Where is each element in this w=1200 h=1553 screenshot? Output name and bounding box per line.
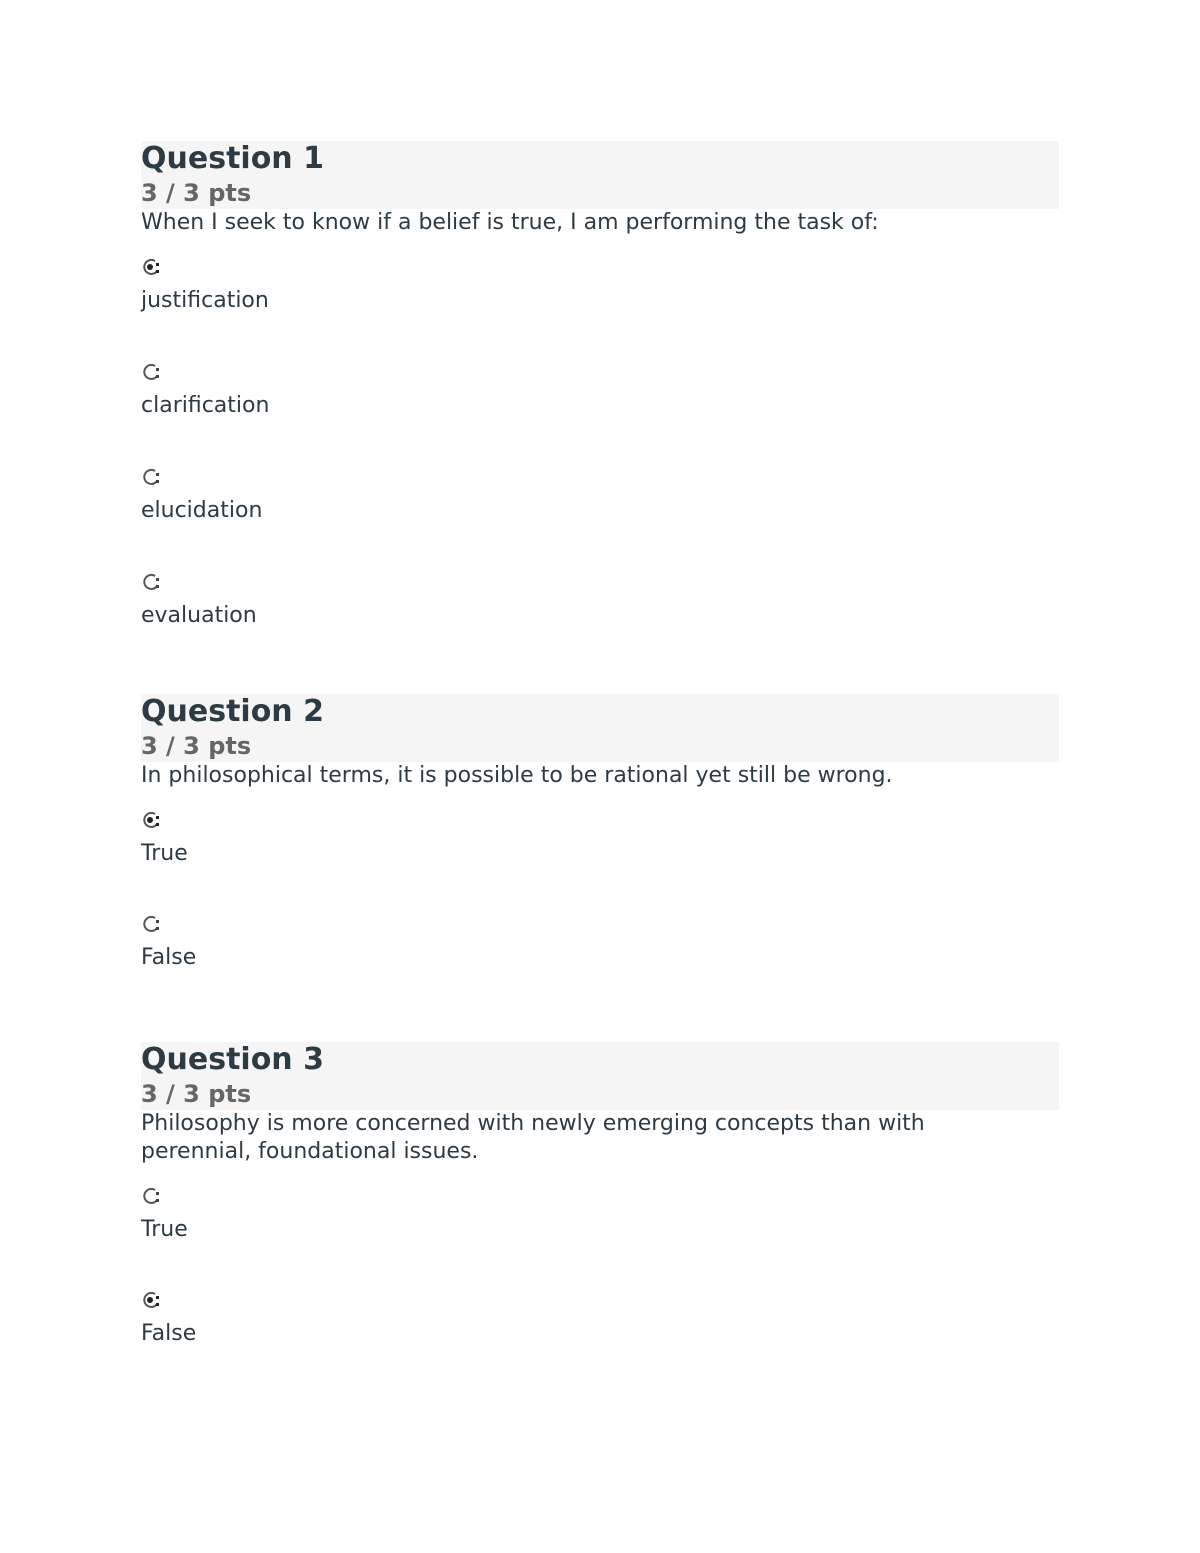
- answer-label: elucidation: [141, 498, 263, 523]
- answer-option[interactable]: [141, 1186, 1059, 1244]
- answer-option[interactable]: [141, 1290, 1059, 1348]
- answer-option[interactable]: [141, 914, 1059, 972]
- answer-label: justification: [141, 288, 269, 313]
- answer-label: True: [141, 1217, 188, 1242]
- question-header: [141, 694, 1059, 762]
- radio-selected-icon[interactable]: [141, 257, 159, 275]
- question-points: 3 / 3 pts: [141, 732, 252, 760]
- question-text: Philosophy is more concerned with newly emerging concepts than with perennial, foundational issues.: [141, 1111, 925, 1164]
- question-title: Question 1: [141, 141, 324, 176]
- answer-label: evaluation: [141, 603, 257, 628]
- answer-label: False: [141, 1321, 197, 1346]
- answer-option[interactable]: [141, 467, 1059, 525]
- radio-selected-icon[interactable]: [141, 1290, 159, 1308]
- question-2: [141, 694, 1059, 972]
- answer-option[interactable]: [141, 362, 1059, 420]
- answer-label: True: [141, 841, 188, 866]
- radio-selected-icon[interactable]: [141, 810, 159, 828]
- radio-unselected-icon[interactable]: [141, 914, 159, 932]
- question-text: When I seek to know if a belief is true, I am performing the task of:: [141, 210, 879, 235]
- question-header: [141, 141, 1059, 209]
- answer-option[interactable]: [141, 810, 1059, 868]
- answer-option[interactable]: [141, 572, 1059, 630]
- question-points: 3 / 3 pts: [141, 1080, 252, 1108]
- radio-unselected-icon[interactable]: [141, 362, 159, 380]
- question-title: Question 2: [141, 694, 324, 729]
- answer-label: False: [141, 945, 197, 970]
- radio-unselected-icon[interactable]: [141, 1186, 159, 1204]
- question-header: [141, 1042, 1059, 1110]
- question-title: Question 3: [141, 1042, 324, 1077]
- answer-option[interactable]: [141, 257, 1059, 315]
- radio-unselected-icon[interactable]: [141, 467, 159, 485]
- question-1: [141, 141, 1059, 630]
- answer-label: clarification: [141, 393, 270, 418]
- question-3: [141, 1042, 1059, 1348]
- question-text: In philosophical terms, it is possible to be rational yet still be wrong.: [141, 763, 893, 788]
- question-points: 3 / 3 pts: [141, 179, 252, 207]
- radio-unselected-icon[interactable]: [141, 572, 159, 590]
